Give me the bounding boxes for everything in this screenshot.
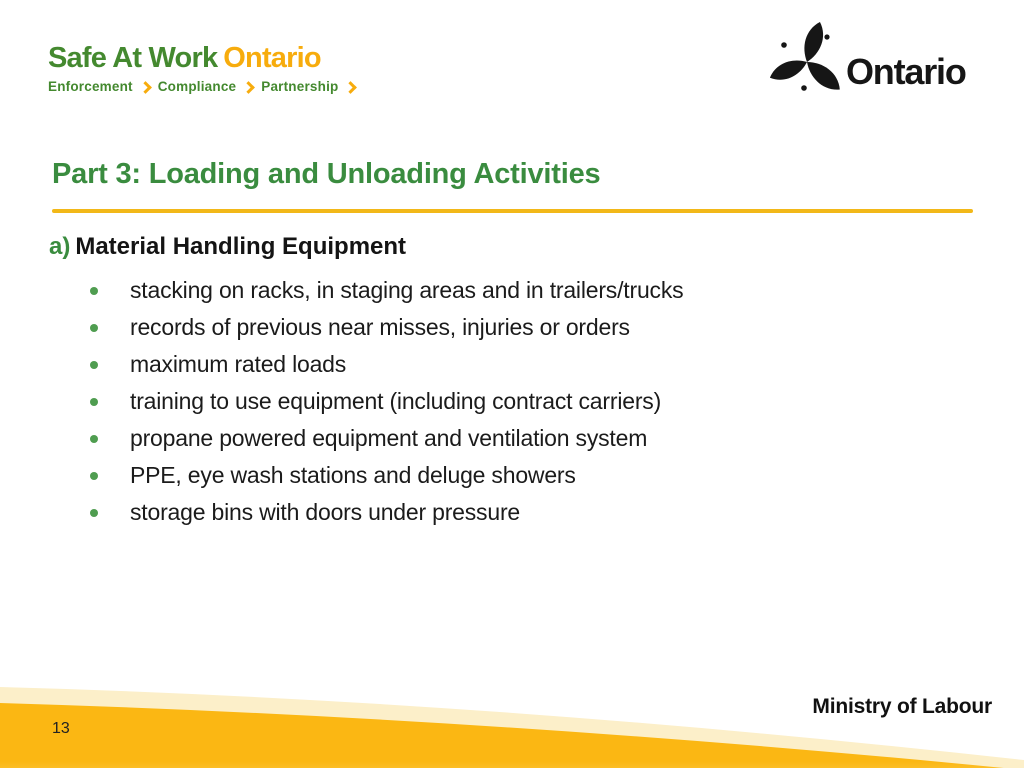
- safe-at-work-logo-title: [48, 42, 355, 74]
- bullet-dot-icon: [90, 398, 98, 406]
- bullet-text: stacking on racks, in staging areas and in trailers/trucks: [130, 277, 684, 303]
- footer-swoosh: [0, 658, 1024, 768]
- bullet-text: PPE, eye wash stations and deluge showers: [130, 462, 576, 488]
- swoosh-gold-band: [0, 703, 1024, 768]
- bullet-text: records of previous near misses, injuries or orders: [130, 314, 630, 340]
- ontario-wordmark: Ontario: [846, 51, 966, 92]
- bullet-dot-icon: [90, 324, 98, 332]
- list-item: [52, 383, 812, 420]
- bullet-text: propane powered equipment and ventilation system: [130, 425, 648, 451]
- tagline-partnership: Partnership: [261, 79, 339, 94]
- bullet-dot-icon: [90, 361, 98, 369]
- title-underline-rule: [52, 209, 973, 213]
- bullet-text: storage bins with doors under pressure: [130, 499, 521, 525]
- safe-at-work-tagline: [48, 79, 355, 94]
- section-marker: a): [49, 233, 71, 260]
- chevron-right-icon: [139, 81, 152, 94]
- tagline-enforcement: Enforcement: [48, 79, 133, 94]
- bullet-list: [52, 272, 812, 531]
- page-number: 13: [52, 720, 70, 737]
- ministry-label: Ministry of Labour: [812, 695, 992, 718]
- chevron-right-icon: [345, 81, 358, 94]
- section-heading: [49, 232, 406, 262]
- bullet-text: training to use equipment (including contract carriers): [130, 388, 662, 414]
- bullet-dot-icon: [90, 287, 98, 295]
- chevron-right-icon: [242, 81, 255, 94]
- list-item: [52, 272, 812, 309]
- list-item: [52, 457, 812, 494]
- ontario-trillium-icon: [770, 18, 848, 96]
- section-title: Material Handling Equipment: [75, 233, 407, 260]
- logo-title-green: Safe At Work: [48, 42, 218, 74]
- list-item: [52, 420, 812, 457]
- ontario-logo: [770, 16, 1000, 96]
- list-item: [52, 309, 812, 346]
- logo-title-gold: Ontario: [223, 42, 321, 74]
- tagline-compliance: Compliance: [157, 79, 237, 94]
- list-item: [52, 346, 812, 383]
- bullet-dot-icon: [90, 509, 98, 517]
- bullet-dot-icon: [90, 472, 98, 480]
- page-title: Part 3: Loading and Unloading Activities: [52, 158, 601, 190]
- bullet-dot-icon: [90, 435, 98, 443]
- safe-at-work-logo: [48, 42, 355, 94]
- list-item: [52, 494, 812, 531]
- bullet-text: maximum rated loads: [130, 351, 347, 377]
